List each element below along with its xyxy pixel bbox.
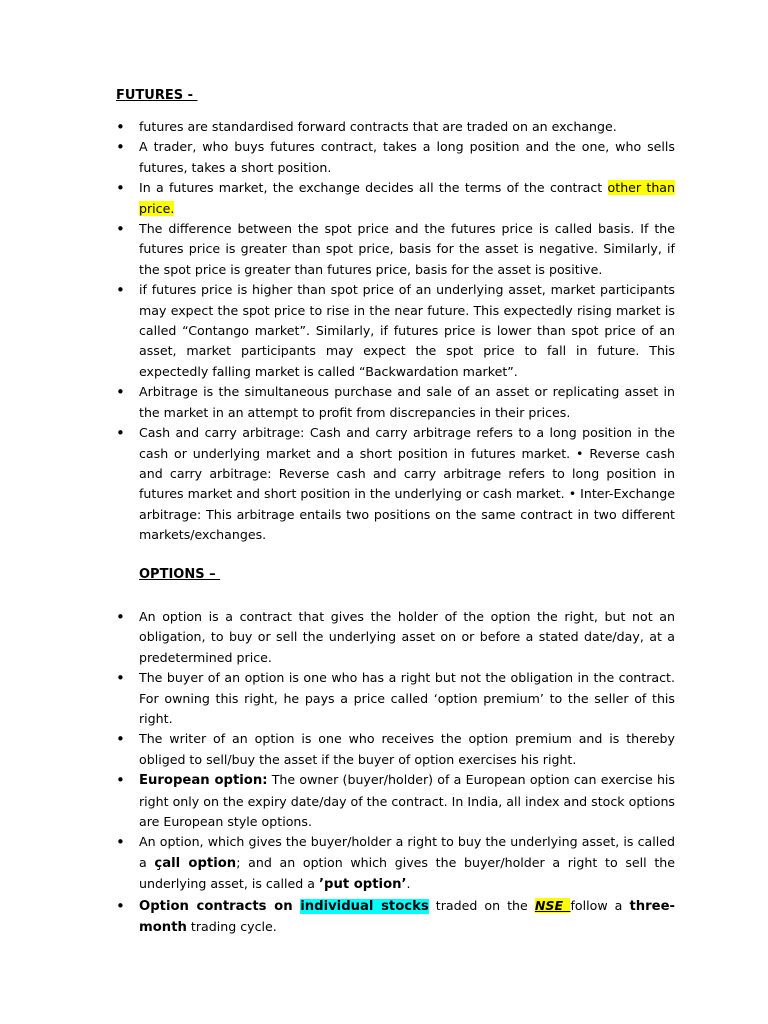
- futures-list: [139, 117, 675, 546]
- options-heading: OPTIONS –: [139, 567, 221, 582]
- list-item: • In a futures market, the exchange decides all the terms of the contract other than price.: [139, 178, 675, 219]
- bold-term: ’put option’: [319, 877, 407, 893]
- list-item: • An option, which gives the buyer/holder a right to buy the underlying asset, is called a çall option; and an option which gives the buyer/holder a right to sell the underlying asset, is called a ’put option’.: [139, 832, 675, 895]
- futures-heading: FUTURES -: [116, 88, 198, 103]
- bold-term: çall option: [154, 855, 237, 871]
- list-item: • Option contracts on individual stocks traded on the NSE follow a three-month trading cycle.: [139, 896, 675, 939]
- bold-term: European option:: [139, 773, 268, 789]
- list-item: • Cash and carry arbitrage: Cash and carry arbitrage refers to a long position in the cash or underlying market and a short position in futures market. • Reverse cash and carry arbitrage: Reverse cash and carry arbitrage refers to long position in futures market and short position in the underlying or cash market. • Inter-Exchange arbitrage: This arbitrage entails two positions on the same contract in two different markets/exchanges.: [139, 423, 675, 545]
- list-item: • European option: The owner (buyer/holder) of a European option can exercise his right only on the expiry date/day of the contract. In India, all index and stock options are European style options.: [139, 770, 675, 832]
- options-list: [139, 607, 675, 939]
- list-item: • The writer of an option is one who receives the option premium and is thereby obliged to sell/buy the asset if the buyer of option exercises his right.: [139, 729, 675, 770]
- list-item: • if futures price is higher than spot price of an underlying asset, market participants may expect the spot price to rise in the near future. This expectedly rising market is called “Contango market”. Similarly, if futures price is lower than spot price of an asset, market participants may expect the spot price to fall in future. This expectedly falling market is called “Backwardation market”.: [139, 280, 675, 382]
- list-item: • The difference between the spot price and the futures price is called basis. If the futures price is greater than spot price, basis for the asset is negative. Similarly, if the spot price is greater than futures price, basis for the asset is positive.: [139, 219, 675, 280]
- bold-term: three-month: [139, 898, 675, 936]
- list-item: • Arbitrage is the simultaneous purchase and sale of an asset or replicating asset in the market in an attempt to profit from discrepancies in their prices.: [139, 382, 675, 423]
- highlighted-text: individual stocks: [300, 898, 429, 914]
- highlighted-text: other than price.: [139, 180, 675, 216]
- list-item: • The buyer of an option is one who has a right but not the obligation in the contract. For owning this right, he pays a price called ‘option premium’ to the seller of this right.: [139, 668, 675, 729]
- list-item: • A trader, who buys futures contract, takes a long position and the one, who sells futures, takes a short position.: [139, 137, 675, 178]
- list-item: • An option is a contract that gives the holder of the option the right, but not an obligation, to buy or sell the underlying asset on or before a stated date/day, at a predetermined price.: [139, 607, 675, 668]
- nse-label: NSE: [534, 897, 571, 913]
- list-item: • futures are standardised forward contracts that are traded on an exchange.: [139, 117, 675, 137]
- bold-term: Option contracts on: [139, 898, 301, 914]
